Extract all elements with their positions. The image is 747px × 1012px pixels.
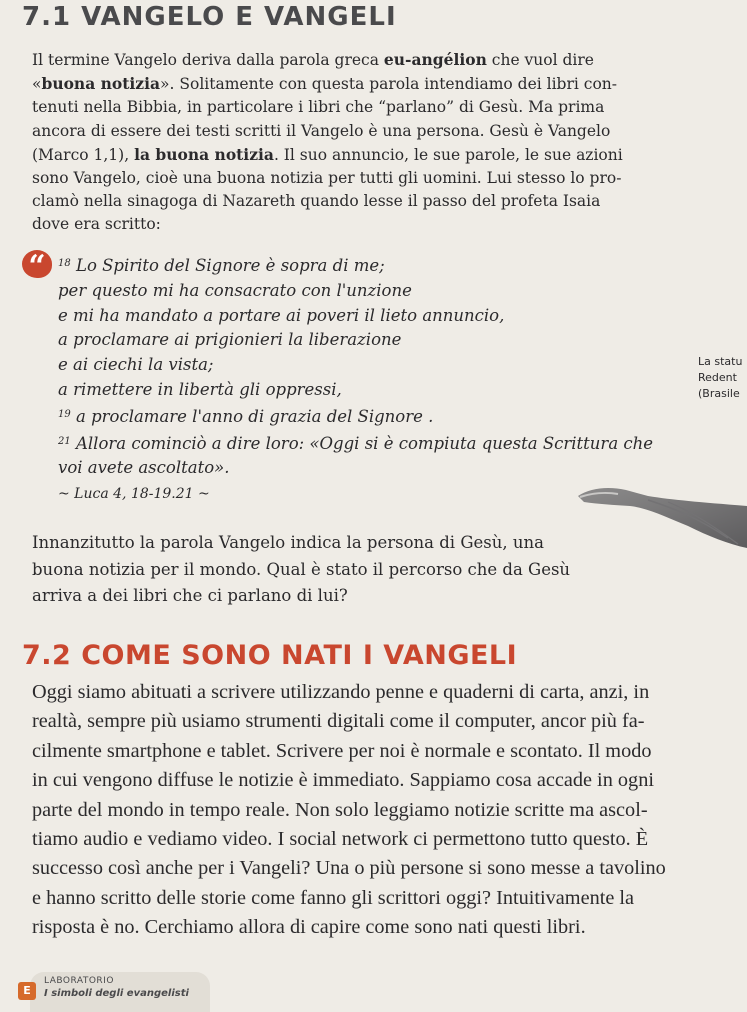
- text-run: clamò nella sinagoga di Nazareth quando lesse il passo del profeta Isaia: [32, 192, 601, 211]
- text-run: dove era scritto:: [32, 215, 161, 234]
- verse-line: [58, 403, 678, 430]
- verse-text: Lo Spirito del Signore è sopra di me;: [75, 256, 385, 275]
- intro-line: [32, 143, 672, 167]
- text-run: tenuti nella Bibbia, in particolare i libri che “parlano” di Gesù. Ma prima: [32, 98, 605, 117]
- lab-title[interactable]: I simboli degli evangelisti: [44, 988, 189, 999]
- text-run: Il termine Vangelo deriva dalla parola greca: [32, 51, 384, 69]
- caption-line: (Brasile: [698, 387, 740, 400]
- body-line: realtà, sempre più usiamo strumenti digitali come il computer, ancor più fa-: [32, 710, 645, 733]
- verse-number: 21: [58, 435, 71, 447]
- closing-line: arriva a dei libri che ci parlano di lui?: [32, 586, 348, 605]
- closing-line: Innanzitutto la parola Vangelo indica la persona di Gesù, una: [32, 533, 544, 552]
- lab-badge-icon: E: [18, 982, 36, 1000]
- verse-line: [58, 279, 678, 304]
- verse-line: [58, 252, 678, 279]
- body-line: Oggi siamo abituati a scrivere utilizzando penne e quaderni di carta, anzi, in: [32, 681, 650, 703]
- bold-term: la buona notizia: [134, 144, 274, 164]
- verse-line: [58, 378, 678, 403]
- verse-text: voi avete ascoltato».: [58, 458, 230, 478]
- verse-text: a proclamare ai prigionieri la liberazione: [58, 330, 402, 350]
- section-heading-7-2: 7.2 COME SONO NATI I VANGELI: [22, 640, 518, 671]
- section2-paragraph: [32, 678, 732, 943]
- verse-number: 18: [58, 258, 71, 269]
- intro-line: [32, 213, 672, 236]
- body-line: parte del mondo in tempo reale. Non solo leggiamo notizie scritte ma ascol-: [32, 798, 648, 821]
- body-line: cilmente smartphone e tablet. Scrivere per noi è normale e scontato. Il modo: [32, 739, 652, 762]
- body-line: tiamo audio e vediamo video. I social network ci permettono tutto questo. È: [32, 828, 649, 851]
- text-run: . Il suo annuncio, le sue parole, le sue azioni: [273, 145, 623, 164]
- verse-text: e mi ha mandato a portare ai poveri il lieto annuncio,: [58, 305, 505, 325]
- intro-line: [32, 72, 672, 96]
- intro-line: [32, 120, 672, 143]
- section-heading-7-1: 7.1 VANGELO E VANGELI: [22, 2, 397, 32]
- quotation-reference: ~ Luca 4, 18-19.21 ~: [58, 486, 210, 502]
- bold-term: eu-angélion: [383, 50, 487, 69]
- body-line: successo così anche per i Vangeli? Una o più persone si sono messe a tavolino: [32, 857, 666, 880]
- gospel-quotation: [58, 252, 678, 481]
- bold-term: buona notizia: [41, 74, 161, 94]
- verse-number: 19: [58, 408, 71, 420]
- verse-line: [58, 328, 678, 353]
- photo-caption: [698, 354, 747, 402]
- closing-paragraph: [32, 530, 642, 610]
- verse-line: [58, 430, 678, 457]
- verse-text: a rimettere in libertà gli oppressi,: [58, 379, 342, 399]
- verse-text: e ai ciechi la vista;: [58, 355, 214, 375]
- verse-text: a proclamare l'anno di grazia del Signore .: [75, 406, 434, 426]
- intro-paragraph: [32, 48, 672, 237]
- intro-line: [32, 96, 672, 119]
- verse-line: [58, 304, 678, 329]
- verse-line: [58, 353, 678, 378]
- caption-line: La statu: [698, 355, 743, 368]
- text-run: «: [32, 75, 42, 94]
- intro-line: [32, 190, 672, 213]
- verse-text: Allora cominciò a dire loro: «Oggi si è compiuta questa Scrittura che: [75, 433, 654, 453]
- text-run: (Marco 1,1),: [32, 145, 135, 164]
- caption-line: Redent: [698, 371, 737, 384]
- text-run: ». Solitamente con questa parola intendiamo dei libri con-: [160, 75, 618, 94]
- body-line: risposta è no. Cerchiamo allora di capire come sono nati questi libri.: [32, 916, 586, 939]
- intro-line: [32, 167, 672, 190]
- lab-kicker: LABORATORIO: [44, 976, 114, 986]
- text-run: sono Vangelo, cioè una buona notizia per tutti gli uomini. Lui stesso lo pro-: [32, 169, 622, 188]
- body-line: in cui vengono diffuse le notizie è immediato. Sappiamo cosa accade in ogni: [32, 769, 654, 792]
- intro-line: [32, 48, 672, 72]
- text-run: ancora di essere dei testi scritti il Vangelo è una persona. Gesù è Vangelo: [32, 121, 611, 140]
- text-run: che vuol dire: [486, 51, 594, 69]
- quote-mark-icon: “: [22, 250, 52, 278]
- closing-line: buona notizia per il mondo. Qual è stato il percorso che da Gesù: [32, 559, 571, 579]
- verse-text: per questo mi ha consacrato con l'unzione: [58, 280, 412, 300]
- body-line: e hanno scritto delle storie come fanno gli scrittori oggi? Intuitivamente la: [32, 886, 635, 909]
